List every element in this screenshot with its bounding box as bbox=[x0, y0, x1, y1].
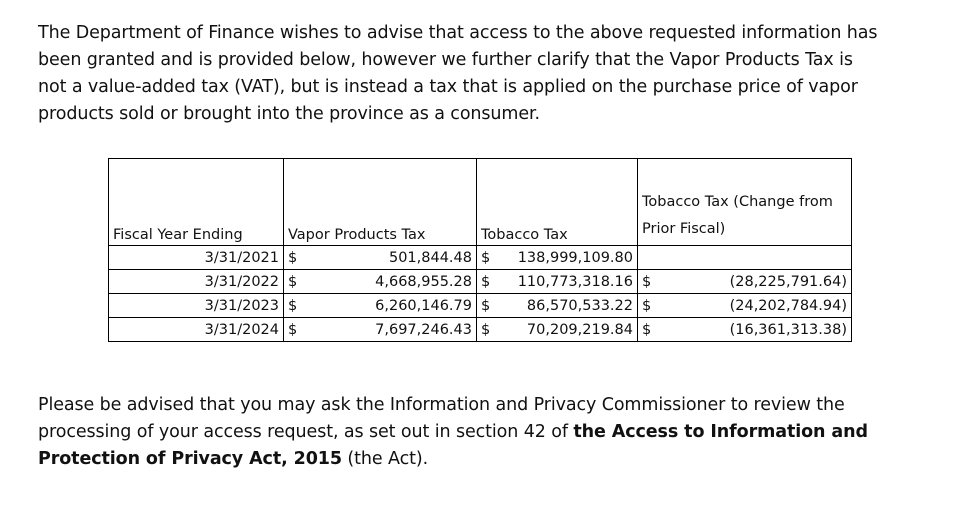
cell-vapor-tax bbox=[284, 246, 477, 270]
closing-line-1: Please be advised that you may ask the Information and Privacy Commissioner to review the bbox=[38, 395, 845, 415]
closing-line-2-text: processing of your access request, as set out in section 42 of bbox=[38, 422, 574, 442]
table-row bbox=[109, 270, 852, 294]
cell-tobacco-change bbox=[638, 318, 852, 342]
header-tobacco-change: Tobacco Tax (Change from Prior Fiscal) bbox=[638, 159, 852, 246]
intro-line-4: products sold or brought into the province as a consumer. bbox=[38, 104, 540, 124]
cell-tobacco-tax bbox=[477, 318, 638, 342]
cell-tobacco-change bbox=[638, 246, 852, 270]
cell-vapor-tax-currency: $ bbox=[288, 297, 298, 314]
cell-tobacco-change-value: (16,361,313.38) bbox=[729, 321, 847, 338]
cell-tobacco-tax-currency: $ bbox=[481, 273, 491, 290]
cell-tobacco-change-value: (24,202,784.94) bbox=[729, 297, 847, 314]
cell-tobacco-tax bbox=[477, 246, 638, 270]
cell-tobacco-change-currency: $ bbox=[642, 273, 652, 290]
cell-vapor-tax-value: 7,697,246.43 bbox=[375, 321, 472, 338]
cell-tobacco-tax bbox=[477, 294, 638, 318]
table-header-row bbox=[109, 159, 852, 246]
act-name-part-2: Protection of Privacy Act, 2015 bbox=[38, 449, 342, 469]
closing-paragraph bbox=[38, 392, 928, 473]
cell-tobacco-tax-value: 86,570,533.22 bbox=[526, 297, 633, 314]
cell-vapor-tax-value: 501,844.48 bbox=[388, 249, 472, 266]
cell-tobacco-tax-value: 138,999,109.80 bbox=[517, 249, 633, 266]
cell-fiscal-year: 3/31/2023 bbox=[109, 294, 284, 318]
closing-line-3-text: (the Act). bbox=[341, 449, 429, 469]
cell-vapor-tax-currency: $ bbox=[288, 321, 298, 338]
cell-tobacco-change bbox=[638, 270, 852, 294]
cell-tobacco-change-currency: $ bbox=[642, 321, 652, 338]
cell-vapor-tax-value: 4,668,955.28 bbox=[375, 273, 472, 290]
cell-tobacco-tax-currency: $ bbox=[481, 297, 491, 314]
cell-vapor-tax-currency: $ bbox=[288, 249, 298, 266]
intro-paragraph bbox=[38, 20, 928, 128]
cell-vapor-tax bbox=[284, 318, 477, 342]
cell-tobacco-tax-value: 110,773,318.16 bbox=[517, 273, 633, 290]
act-name-part-1: the Access to Information and bbox=[573, 422, 868, 442]
cell-vapor-tax bbox=[284, 294, 477, 318]
cell-tobacco-tax bbox=[477, 270, 638, 294]
cell-fiscal-year: 3/31/2021 bbox=[109, 246, 284, 270]
intro-line-2: been granted and is provided below, however we further clarify that the Vapor Products Tax is bbox=[38, 50, 853, 70]
cell-vapor-tax-currency: $ bbox=[288, 273, 298, 290]
table-row bbox=[109, 246, 852, 270]
cell-vapor-tax-value: 6,260,146.79 bbox=[375, 297, 472, 314]
intro-line-3: not a value-added tax (VAT), but is instead a tax that is applied on the purchase price of vapor bbox=[38, 77, 858, 97]
table-row bbox=[109, 294, 852, 318]
cell-tobacco-tax-currency: $ bbox=[481, 249, 491, 266]
closing-line-2 bbox=[38, 419, 928, 446]
closing-line-3 bbox=[38, 446, 928, 473]
header-tobacco-tax: Tobacco Tax bbox=[477, 159, 638, 246]
cell-tobacco-change-value: (28,225,791.64) bbox=[729, 273, 847, 290]
cell-vapor-tax bbox=[284, 270, 477, 294]
intro-line-1: The Department of Finance wishes to advise that access to the above requested information has bbox=[38, 23, 878, 43]
table-row bbox=[109, 318, 852, 342]
cell-tobacco-tax-value: 70,209,219.84 bbox=[526, 321, 633, 338]
cell-fiscal-year: 3/31/2022 bbox=[109, 270, 284, 294]
header-vapor-tax: Vapor Products Tax bbox=[284, 159, 477, 246]
tax-table bbox=[108, 158, 852, 342]
cell-tobacco-change bbox=[638, 294, 852, 318]
header-fiscal-year: Fiscal Year Ending bbox=[109, 159, 284, 246]
cell-fiscal-year: 3/31/2024 bbox=[109, 318, 284, 342]
cell-tobacco-change-currency: $ bbox=[642, 297, 652, 314]
cell-tobacco-tax-currency: $ bbox=[481, 321, 491, 338]
